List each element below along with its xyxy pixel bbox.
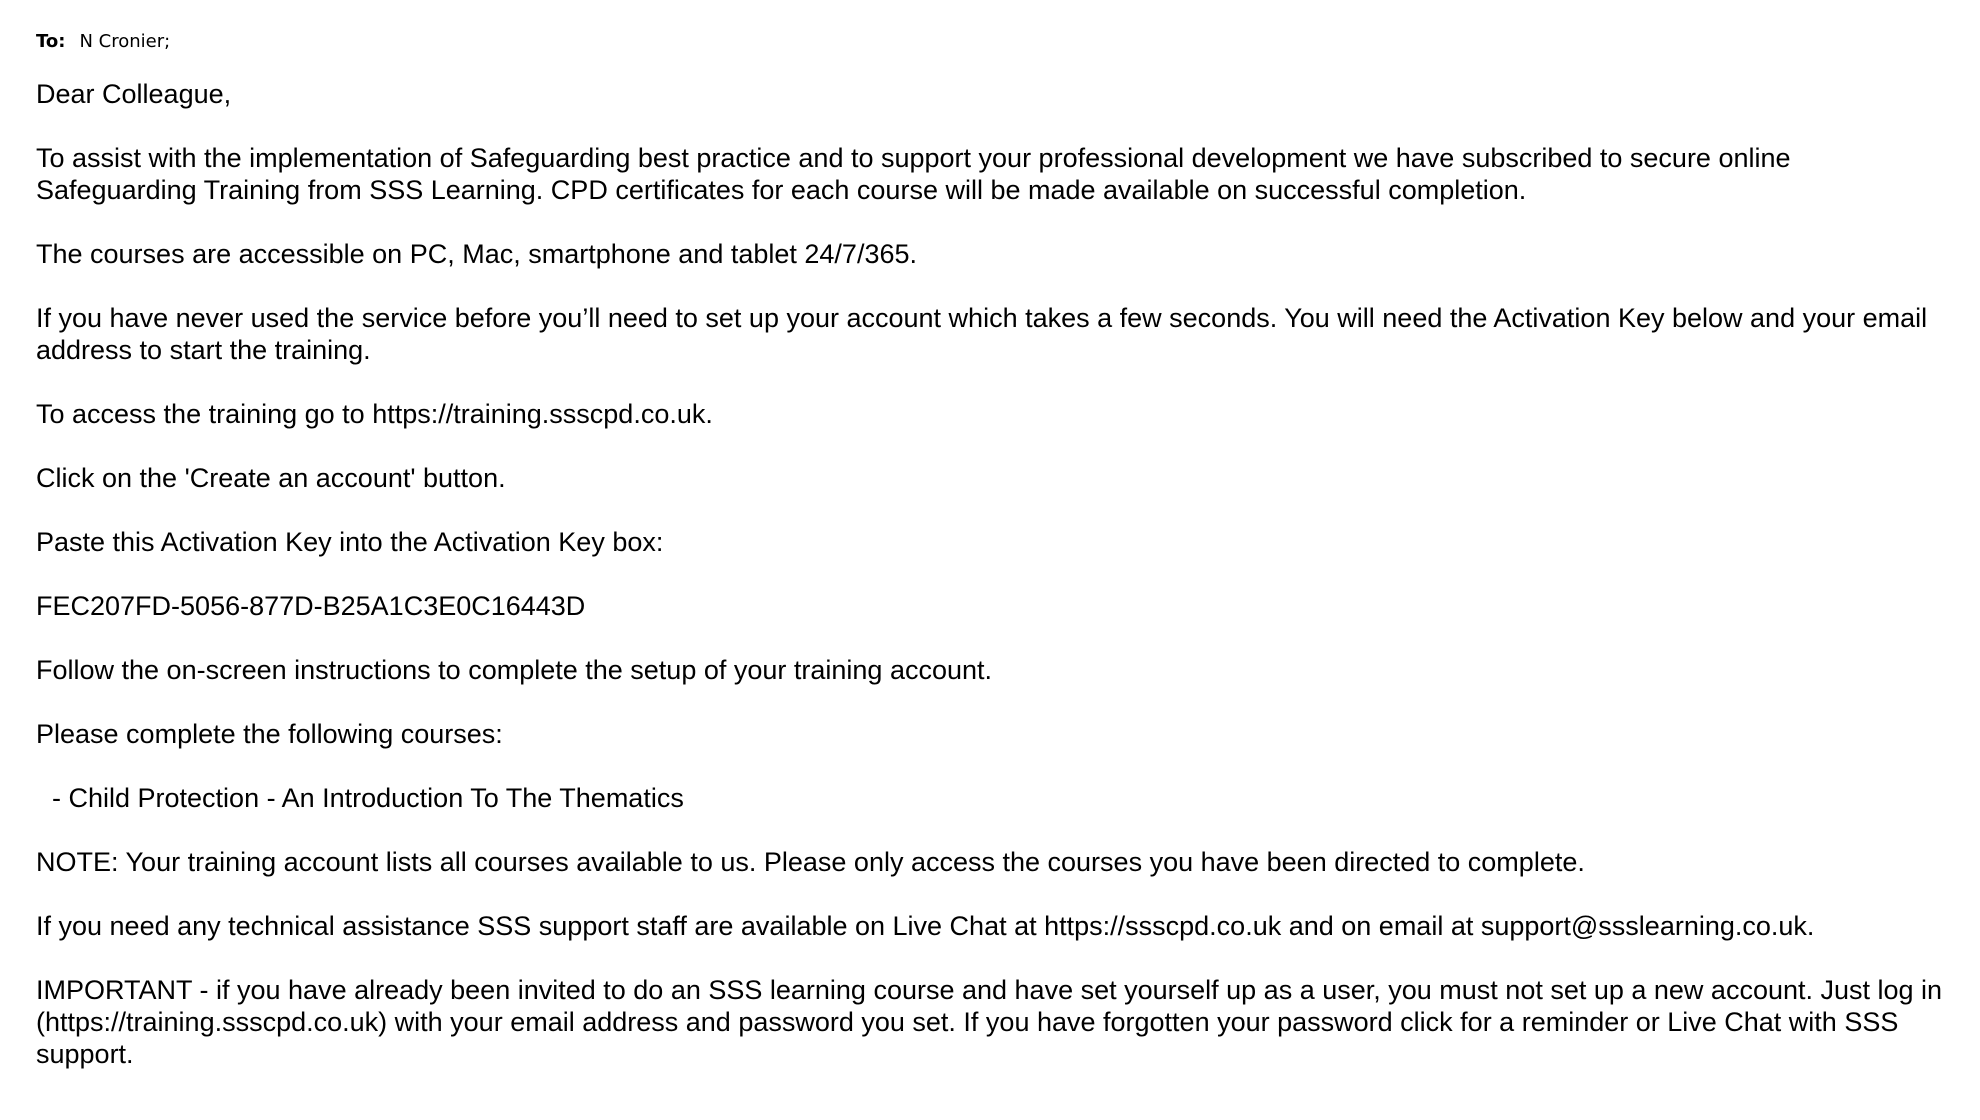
create-account-instruction: Click on the 'Create an account' button. (36, 463, 506, 493)
activation-key: FEC207FD-5056-877D-B25A1C3E0C16443D (36, 591, 586, 621)
paste-key-instruction: Paste this Activation Key into the Activation Key box: (36, 527, 664, 557)
important-paragraph: IMPORTANT - if you have already been invited to do an SSS learning course and have set yourself up as a user, you must not set up a new account. Just log in (https://training.ssscpd.co.uk) with your email address and password you set. If you have forgotten your password click for a reminder or Live Chat with SSS support. (36, 975, 1943, 1069)
note-paragraph: NOTE: Your training account lists all courses available to us. Please only access the courses you have been directed to complete. (36, 847, 1585, 877)
devices-paragraph: The courses are accessible on PC, Mac, smartphone and tablet 24/7/365. (36, 239, 917, 269)
greeting: Dear Colleague, (36, 79, 232, 109)
account-setup-paragraph: If you have never used the service before you’ll need to set up your account which takes a few seconds. You will need the Activation Key below and your email address to start the training. (36, 303, 1928, 365)
to-label: To: (36, 31, 66, 52)
training-url-paragraph: To access the training go to https://training.ssscpd.co.uk. (36, 399, 713, 429)
email-body (36, 78, 1956, 1102)
course-item: - Child Protection - An Introduction To The Thematics (52, 783, 684, 813)
support-paragraph: If you need any technical assistance SSS support staff are available on Live Chat at https://ssscpd.co.uk and on email at support@ssslearning.co.uk. (36, 911, 1815, 941)
recipient-name[interactable]: N Cronier; (79, 31, 171, 52)
courses-intro: Please complete the following courses: (36, 719, 503, 749)
intro-paragraph: To assist with the implementation of Safeguarding best practice and to support your professional development we have subscribed to secure online Safeguarding Training from SSS Learning. CPD certificates for each course will be made available on successful completion. (36, 143, 1791, 205)
follow-instructions-paragraph: Follow the on-screen instructions to complete the setup of your training account. (36, 655, 993, 685)
recipient-header (36, 30, 170, 54)
